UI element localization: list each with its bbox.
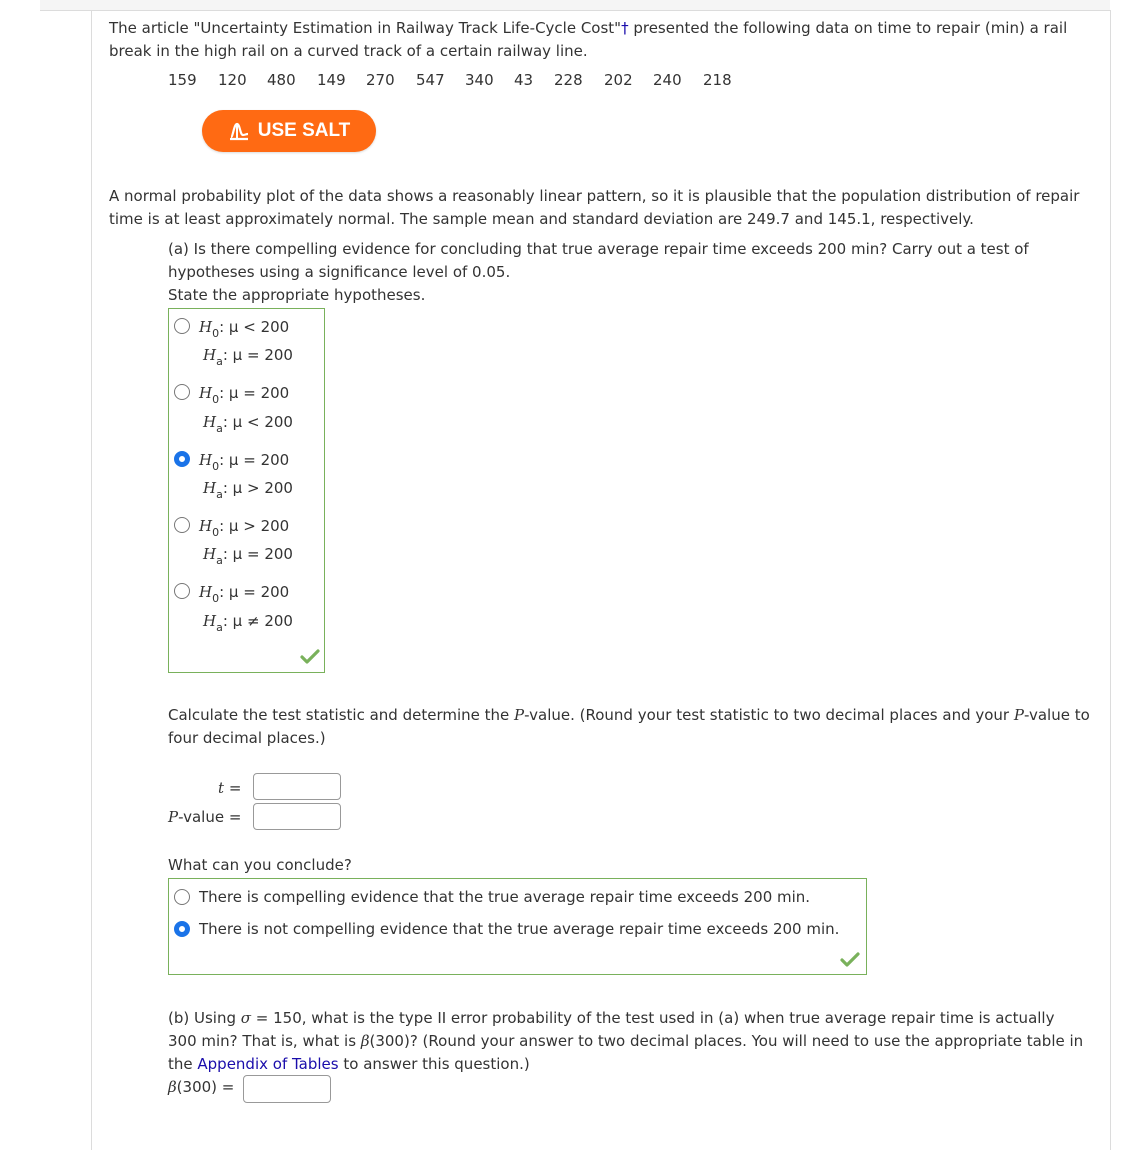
normal-plot-paragraph	[109, 185, 1109, 231]
t-statistic-input[interactable]	[253, 773, 341, 800]
intro-text-cont: presented the following data on time to repair (min) a rail	[628, 19, 1068, 37]
data-value: 547	[416, 71, 445, 89]
intro-paragraph	[109, 17, 1099, 63]
data-value: 120	[218, 71, 247, 89]
data-value: 159	[168, 71, 197, 89]
hypothesis-radio-4[interactable]	[174, 517, 190, 533]
beta-label: β(300) =	[168, 1078, 235, 1096]
data-value: 270	[366, 71, 395, 89]
hypothesis-1-ha: $H_a$: μ = 200	[203, 346, 293, 368]
p-value-input[interactable]	[253, 803, 341, 830]
conclusion-radio-2-selected[interactable]	[174, 921, 190, 937]
data-value: 228	[554, 71, 583, 89]
hypothesis-5-ha: $H_a$: μ ≠ 200	[203, 612, 293, 634]
footnote-dagger-link[interactable]: †	[621, 19, 629, 37]
salt-chart-icon	[228, 121, 250, 141]
hypothesis-radio-1[interactable]	[174, 318, 190, 334]
hypothesis-5-h0: $H_0$: μ = 200	[199, 583, 290, 605]
use-salt-button[interactable]	[202, 110, 376, 152]
p-value-label: P-value =	[168, 808, 242, 826]
data-value: 218	[703, 71, 732, 89]
appendix-of-tables-link[interactable]: Appendix of Tables	[197, 1055, 339, 1073]
data-value: 240	[653, 71, 682, 89]
use-salt-label: USE SALT	[257, 120, 351, 141]
data-value: 43	[514, 71, 534, 89]
calculate-instructions: Calculate the test statistic and determine the P-value. (Round your test statistic to two decimal places and your P-value to four decimal places.)	[168, 706, 1090, 747]
hypothesis-3-h0: $H_0$: μ = 200	[199, 451, 290, 473]
part-a-question	[168, 238, 1098, 307]
t-label: t =	[218, 779, 242, 797]
data-value: 480	[267, 71, 296, 89]
hypothesis-radio-5[interactable]	[174, 583, 190, 599]
data-values	[0, 71, 1135, 95]
hypothesis-1-h0: $H_0$: μ < 200	[199, 318, 290, 340]
conclusion-option-2: There is not compelling evidence that the true average repair time exceeds 200 min.	[199, 920, 840, 938]
intro-text-line2: break in the high rail on a curved track of a certain railway line.	[109, 42, 588, 60]
part-b-question: (b) Using σ = 150, what is the type II error probability of the test used in (a) when true average repair time is actually 300 min? That is, what is β(300)? (Round your answer to two decimal places. You will need to use the appropriate table in the Appendix of Tables to answer this question.)	[168, 1009, 1084, 1073]
beta-300-input[interactable]	[243, 1075, 331, 1103]
part-a-line3: State the appropriate hypotheses.	[168, 286, 426, 304]
part-a-line2: hypotheses using a significance level of 0.05.	[168, 263, 511, 281]
conclusion-option-1: There is compelling evidence that the true average repair time exceeds 200 min.	[199, 888, 811, 906]
intro-text: The article "Uncertainty Estimation in Railway Track Life-Cycle Cost"	[109, 19, 622, 37]
conclude-question: What can you conclude?	[168, 856, 352, 874]
correct-check-icon	[840, 951, 860, 967]
hypothesis-radio-2[interactable]	[174, 384, 190, 400]
normal-text-line1: A normal probability plot of the data shows a reasonably linear pattern, so it is plausible that the population distribution of repair	[109, 187, 1080, 205]
correct-check-icon	[300, 648, 320, 664]
data-value: 149	[317, 71, 346, 89]
data-value: 340	[465, 71, 494, 89]
hypothesis-radio-3-selected[interactable]	[174, 451, 190, 467]
hypothesis-3-ha: $H_a$: μ > 200	[203, 479, 293, 501]
hypothesis-4-ha: $H_a$: μ = 200	[203, 545, 293, 567]
hypothesis-4-h0: $H_0$: μ > 200	[199, 517, 290, 539]
part-a-line1: (a) Is there compelling evidence for concluding that true average repair time exceeds 200 min? Carry out a test of	[168, 240, 1029, 258]
hypothesis-2-ha: $H_a$: μ < 200	[203, 413, 293, 435]
conclusion-radio-1[interactable]	[174, 889, 190, 905]
normal-text-line2: time is at least approximately normal. The sample mean and standard deviation are 249.7 and 145.1, respectively.	[109, 210, 974, 228]
hypothesis-2-h0: $H_0$: μ = 200	[199, 384, 290, 406]
data-value: 202	[604, 71, 633, 89]
